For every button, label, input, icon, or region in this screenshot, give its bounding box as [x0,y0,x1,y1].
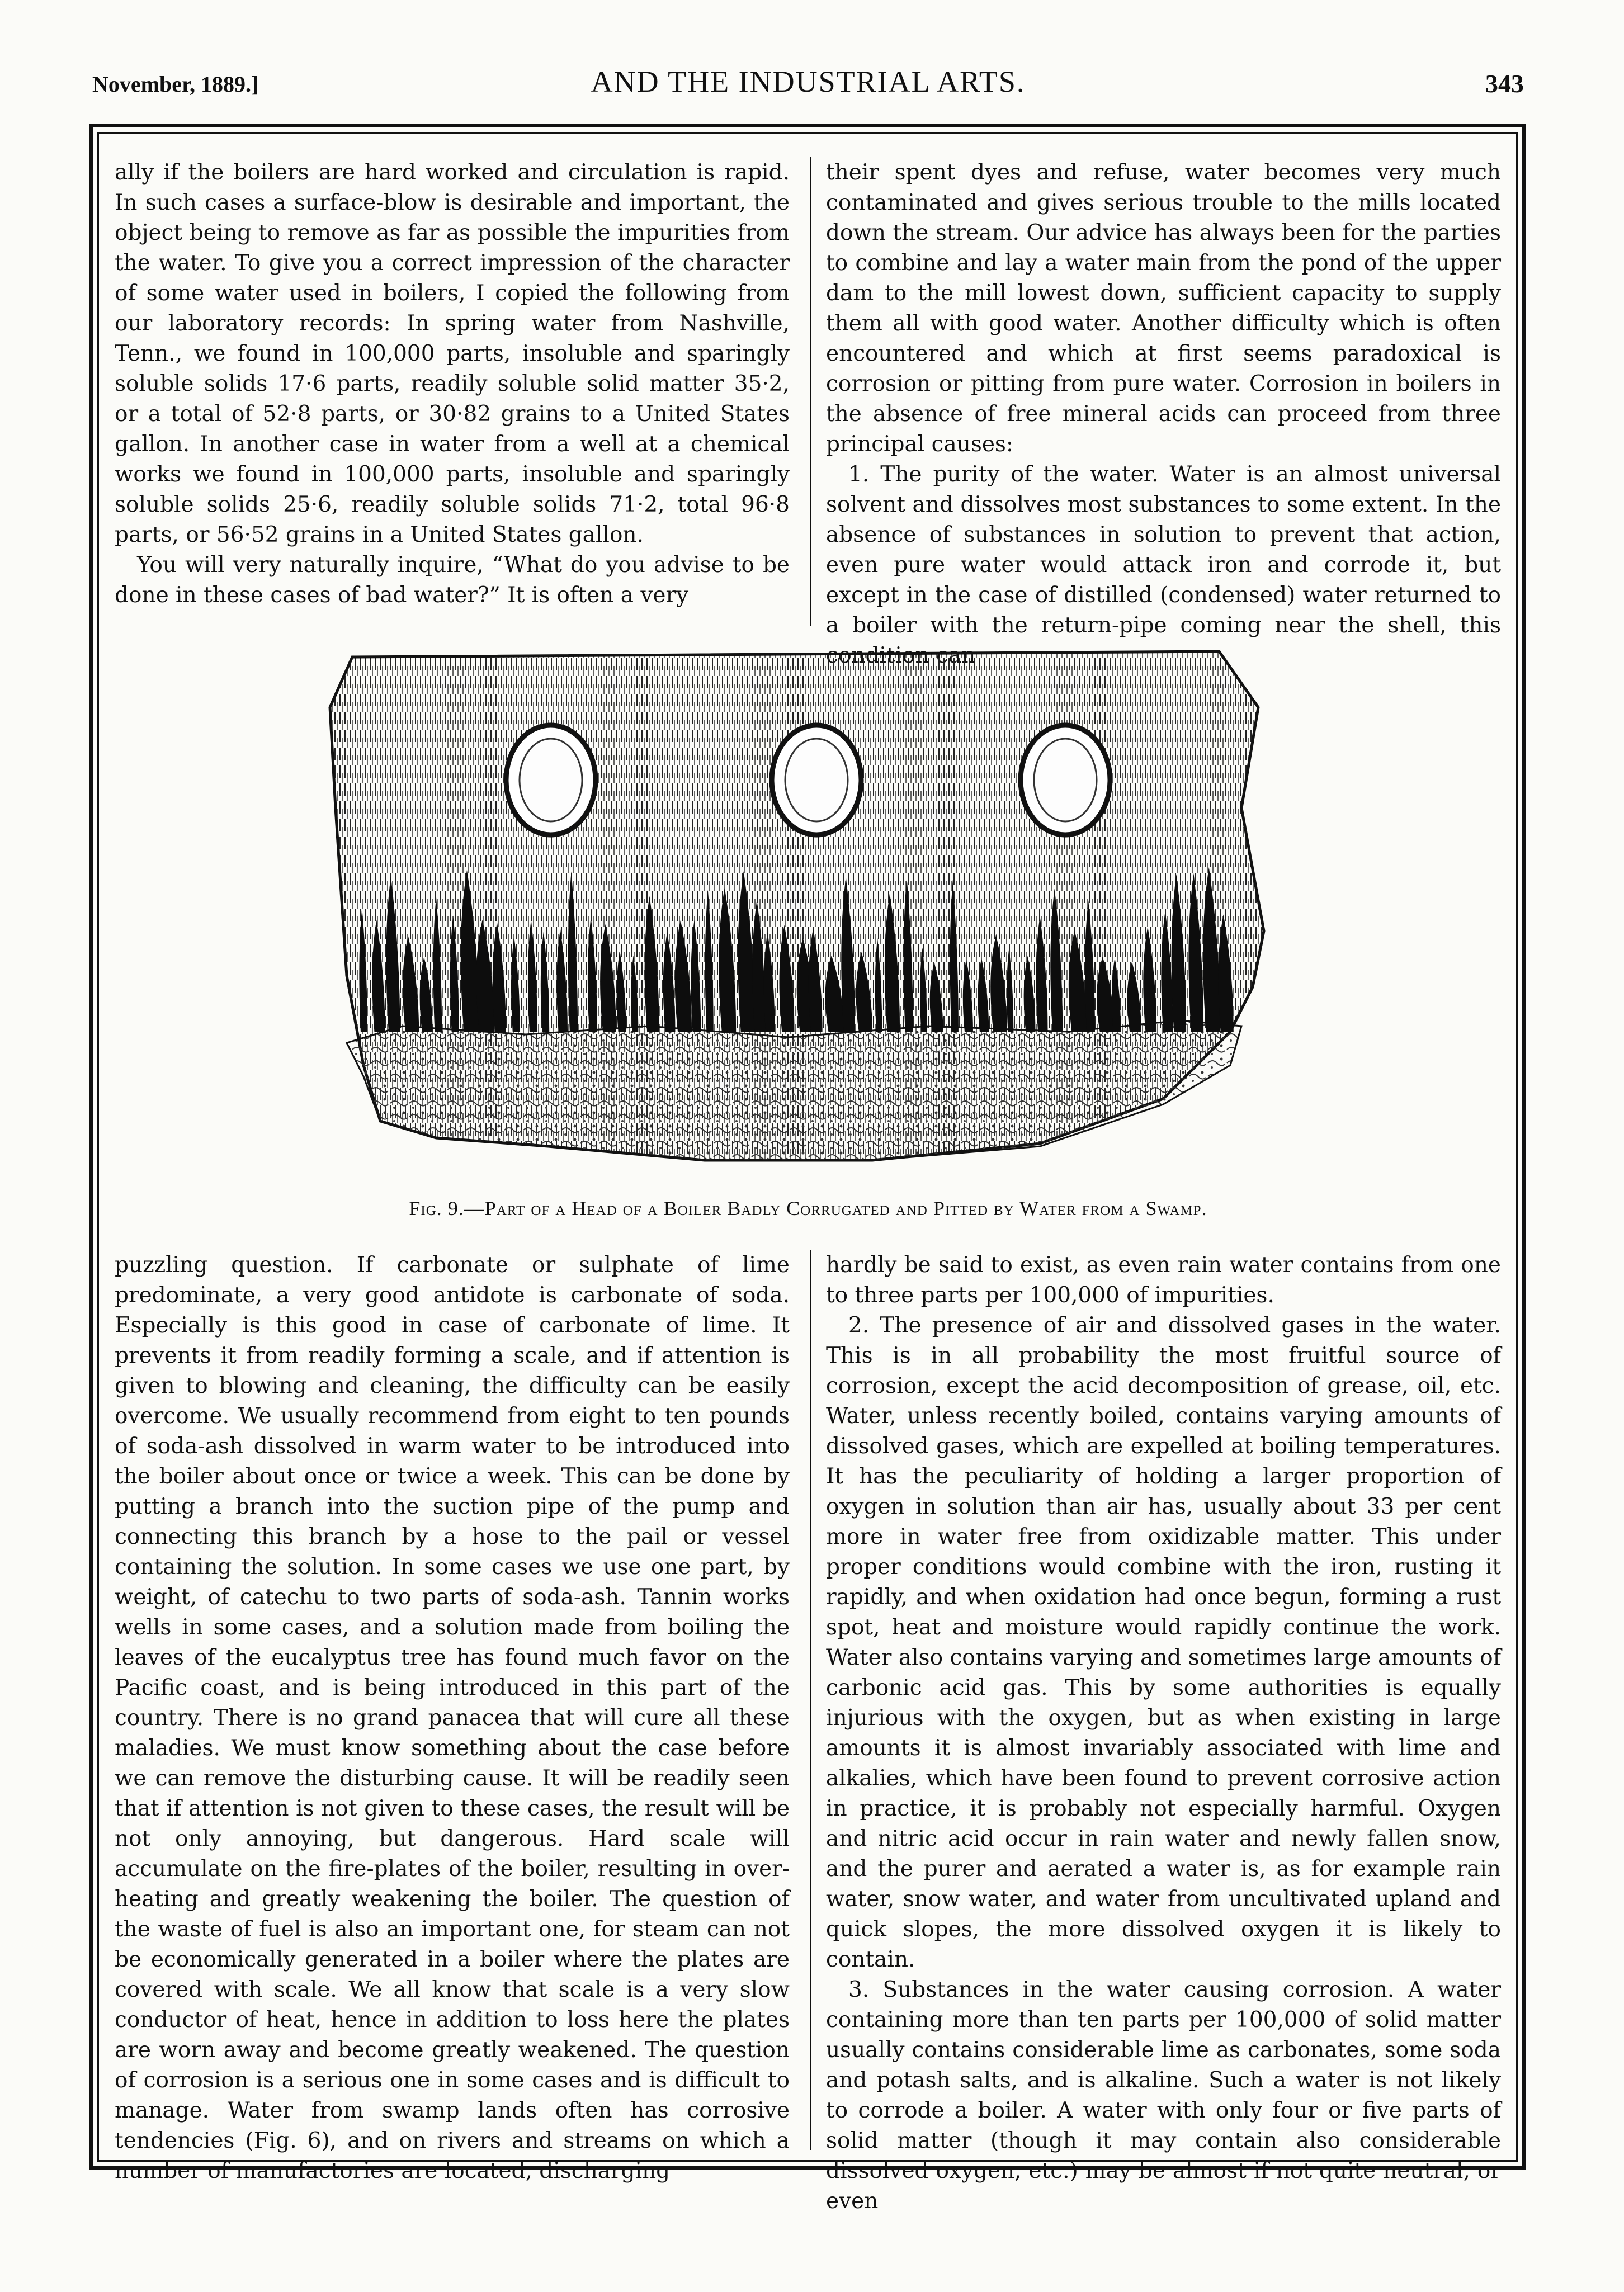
journal-title: AND THE INDUSTRIAL ARTS. [591,65,1026,98]
column-rule-upper [810,157,811,626]
paragraph: puzzling question. If carbonate or sulphate of lime predominate, a very good antidote is carbonate of soda. Especially is this good in case of carbonate of lime. It prevents it from readily forming a scale, and if attention is given to blowing and cleaning, the difficulty can be easily overcome. We usually recommend from eight to ten pounds of soda-ash dissolved in warm water to be introduced into the boiler about once or twice a week. This can be done by putting a branch into the suction pipe of the pump and connecting this branch by a hose to the pail or vessel containing the solution. In some cases we use one part, by weight, of catechu to two parts of soda-ash. Tannin works wells in some cases, and a solution made from boiling the leaves of the eucalyptus tree has found much favor on the Pacific coast, and is being introduced in this part of the country. There is no grand panacea that will cure all these maladies. We must know something about the case before we can remove the disturbing cause. It will be readily seen that if attention is not given to these cases, the result will be not only annoying, but dangerous. Hard scale will accumulate on the fire-plates of the boiler, resulting in over-heating and greatly weakening the boiler. The question of the waste of fuel is also an important one, for steam can not be economically generated in a boiler where the plates are covered with scale. We all know that scale is a very slow conductor of heat, hence in addition to loss here the plates are worn away and become greatly weakened. The question of corrosion is a serious one in some cases and is difficult to manage. Water from swamp lands often has corrosive tendencies (Fig. 6), and on rivers and streams on which a number of manufactories are located, discharging [115,1253,790,2184]
figure-caption: Fig. 9.—Part of a Head of a Boiler Badly Corrugated and Pitted by Water from a Swamp. [409,1197,1207,1220]
boiler-head-illustration [313,640,1275,1188]
figure-boiler-head [313,640,1275,1188]
paragraph: ally if the boilers are hard worked and circulation is rapid. In such cases a surface-blow is desirable and important, the object being to remove as far as possible the impurities from the water. To give you a correct impression of the character of some water used in boilers, I copied the following from our laboratory records: In spring water from Nashville, Tenn., we found in 100,000 parts, insoluble and sparingly soluble solids 17·6 parts, readily soluble solid matter 35·2, or a total of 52·8 parts, or 30·82 grains to a United States gallon. In another case in water from a well at a chemical works we found in 100,000 parts, insoluble and sparingly soluble solids 25·6, readily soluble solids 71·2, total 96·8 parts, or 56·52 grains in a United States gallon. [115,160,790,547]
paragraph: hardly be said to exist, as even rain water contains from one to three parts per 100,000 of impurities. [826,1253,1501,1308]
paragraph: 1. The purity of the water. Water is an almost universal solvent and dissolves most substances to some extent. In the absence of substances in solution to prevent that action, even pure water would attack iron and corrode it, but except in the case of distilled (condensed) water returned to a boiler with the return-pipe coming near the shell, this [826,462,1501,638]
paragraph: You will very naturally inquire, “What do you advise to be done in these cases of bad water?” It is often a very [115,552,790,608]
paragraph: 2. The presence of air and dissolved gases in the water. This is in all probability the most fruitful source of corrosion, except the acid decomposition of grease, oil, etc. Water, unless recently boiled, contains varying amounts of dissolved gases, which are expelled at boiling temperatures. It has the peculiarity of holding a larger proportion of oxygen in solution than air has, usually about 33 per cent more in water free from oxidizable matter. This under proper conditions would combine with the iron, rusting it rapidly, and when oxidation had once begun, forming a rust spot, heat and moisture would rapidly continue the work. Water also contains varying and sometimes large amounts of carbonic acid gas. This by some authorities is equally injurious with the oxygen, but as when existing in large amounts it is almost invariably associated with lime and alkalies, which have been found to prevent corrosive action in practice, it is probably not especially harmful. Oxygen and nitric acid occur in rain water and newly fallen snow, and the purer and aerated a water is, as for example rain water, snow water, and water from uncultivated upland and quick slopes, the more dissolved oxygen it is likely to contain. [826,1313,1501,1972]
page-number: 343 [1485,69,1524,98]
paragraph: 3. Substances in the water causing corrosion. A water containing more than ten parts per 100,000 of solid matter usually contains considerable lime as carbonates, some soda and potash salts, and is alkaline. Such a water is not likely to corrode a boiler. A water with only four or five parts of solid matter (though it may contain also considerable dissolved oxygen, etc.) may be almost if not quite neutral, or even [826,1977,1501,2214]
running-head [92,64,1524,103]
issue-date: November, 1889.] [92,72,259,97]
stay-hole [1034,739,1097,821]
stay-hole [785,739,848,821]
rubble-base [347,1020,1241,1160]
lower-left-column [115,1250,790,2184]
upper-right-column [826,158,1501,638]
stay-hole [520,739,582,821]
lower-right-column [826,1250,1501,2214]
upper-left-column [115,158,790,627]
paragraph: their spent dyes and refuse, water becomes very much contaminated and gives serious trouble to the mills located down the stream. Our advice has always been for the parties to combine and lay a water main from the pond of the upper dam to the mill lowest down, sufficient capacity to supply them all with good water. Another difficulty which is often encountered and which at first seems paradoxical is corrosion or pitting from pure water. Corrosion in boilers in the absence of free mineral acids can proceed from three principal causes: [826,160,1501,457]
column-rule-lower [810,1250,811,2150]
